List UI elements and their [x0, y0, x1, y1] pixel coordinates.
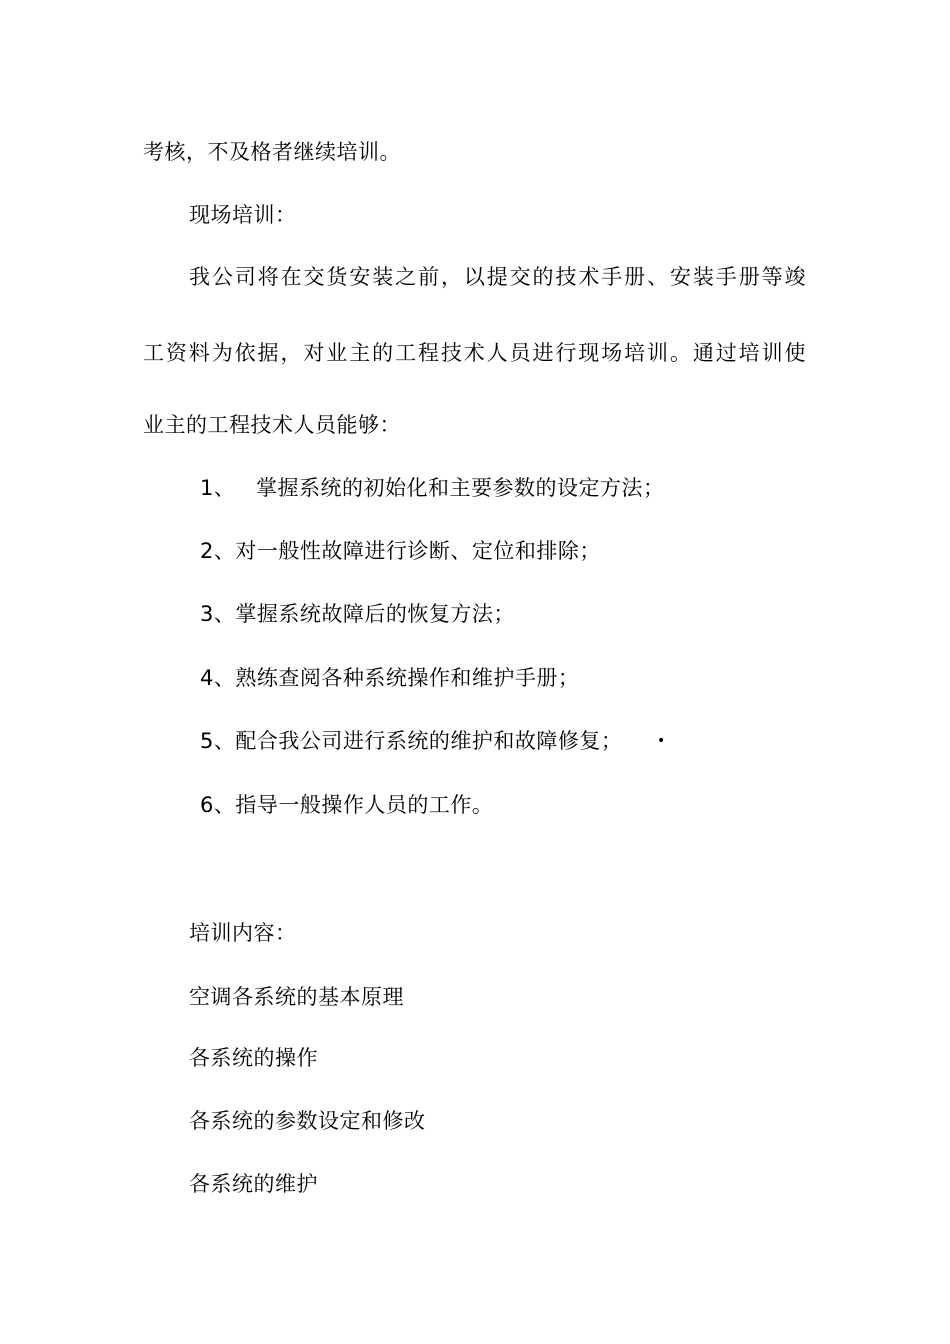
list-item	[200, 473, 665, 503]
onsite-training-heading: 现场培训：	[189, 203, 297, 227]
training-content-heading: 培训内容：	[189, 921, 297, 945]
list-item-number: 1、	[200, 476, 236, 500]
list-item-text: 熟练查阅各种系统操作和维护手册；	[235, 666, 580, 690]
list-item-number: 2、	[200, 539, 236, 563]
list-item-number: 6、	[200, 793, 236, 817]
list-item-text: 掌握系统故障后的恢复方法；	[235, 602, 515, 626]
list-item-text: 配合我公司进行系统的维护和故障修复；	[235, 729, 623, 753]
content-item: 各系统的操作	[189, 1046, 318, 1070]
list-item	[200, 663, 579, 693]
content-item: 空调各系统的基本原理	[189, 985, 404, 1009]
list-item-number: 3、	[200, 602, 236, 626]
list-item-number: 5、	[200, 729, 236, 753]
list-item	[200, 536, 601, 566]
intro-paragraph-line: 我公司将在交货安装之前，以提交的技术手册、安装手册等竣	[189, 265, 806, 289]
intro-paragraph-line: 业主的工程技术人员能够：	[143, 413, 401, 437]
list-item-text: 掌握系统的初始化和主要参数的设定方法；	[256, 476, 665, 500]
list-item	[200, 726, 622, 756]
list-item	[200, 790, 493, 820]
list-item	[200, 599, 515, 629]
list-item-text: 对一般性故障进行诊断、定位和排除；	[235, 539, 601, 563]
content-item: 各系统的参数设定和修改	[189, 1109, 426, 1133]
list-item-text: 指导一般操作人员的工作。	[235, 793, 494, 817]
list-item-number: 4、	[200, 666, 236, 690]
content-item: 各系统的维护	[189, 1172, 318, 1196]
continuation-text: 考核，不及格者继续培训。	[143, 140, 401, 164]
intro-paragraph-line: 工资料为依据，对业主的工程技术人员进行现场培训。通过培训使	[143, 341, 806, 365]
stray-bullet-mark: •	[657, 733, 666, 749]
